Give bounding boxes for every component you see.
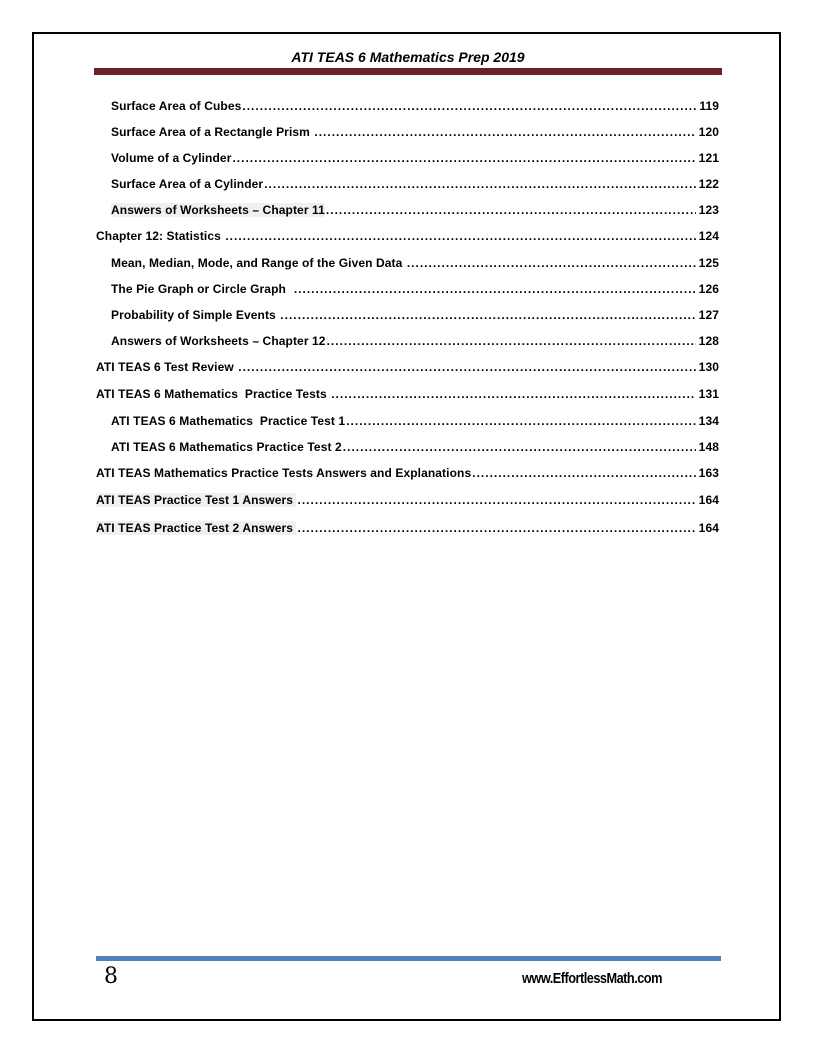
toc-entry-title: ATI TEAS 6 Test Review <box>96 360 238 374</box>
toc-entry-page: 126 <box>698 282 719 296</box>
toc-entry-page: 122 <box>698 177 719 191</box>
toc-entry[interactable] <box>96 356 719 374</box>
toc-entry[interactable] <box>96 330 719 348</box>
toc-entry[interactable] <box>96 462 719 480</box>
dot-leader <box>297 521 696 535</box>
dot-leader <box>264 177 696 191</box>
toc-entry-page: 127 <box>698 308 719 322</box>
footer-url[interactable]: www.EffortlessMath.com <box>522 970 662 987</box>
toc-entry[interactable] <box>96 147 719 165</box>
dot-leader <box>472 466 696 480</box>
toc-entry[interactable] <box>96 436 719 454</box>
dot-leader <box>225 229 696 243</box>
dot-leader <box>314 125 696 139</box>
toc-entry-title: Surface Area of a Cylinder <box>111 177 264 191</box>
toc-entry[interactable] <box>96 410 719 428</box>
toc-entry[interactable] <box>96 199 719 217</box>
toc-entry-title: Surface Area of a Rectangle Prism <box>111 125 314 139</box>
toc-entry-title: Surface Area of Cubes <box>111 99 242 113</box>
dot-leader <box>331 387 696 401</box>
toc-entry-page: 164 <box>698 493 719 507</box>
toc-entry-page: 134 <box>698 414 719 428</box>
dot-leader <box>238 360 696 374</box>
toc-entry[interactable] <box>96 517 719 535</box>
toc-entry-title: The Pie Graph or Circle Graph <box>111 282 293 296</box>
running-header-title: ATI TEAS 6 Mathematics Prep 2019 <box>291 49 525 65</box>
toc-entry-title: Answers of Worksheets – Chapter 11 <box>111 203 325 217</box>
dot-leader <box>346 414 696 428</box>
toc-entry[interactable] <box>96 489 719 507</box>
toc-entry-title: Volume of a Cylinder <box>111 151 232 165</box>
toc-entry-page: 130 <box>698 360 719 374</box>
toc-entry-title: ATI TEAS 6 Mathematics Practice Test 2 <box>111 440 342 454</box>
dot-leader <box>242 99 696 113</box>
page-number: 8 <box>104 964 118 989</box>
dot-leader <box>280 308 696 322</box>
footer-rule <box>96 956 721 961</box>
dot-leader <box>327 334 696 348</box>
toc-entry[interactable] <box>96 383 719 401</box>
toc-entry-page: 120 <box>698 125 719 139</box>
toc-entry-page: 148 <box>698 440 719 454</box>
dot-leader <box>407 256 696 270</box>
toc-entry-title: Mean, Median, Mode, and Range of the Given Data <box>111 256 406 270</box>
toc-entry[interactable] <box>96 173 719 191</box>
toc-entry-title: ATI TEAS Practice Test 1 Answers <box>96 493 297 507</box>
header-rule <box>94 68 722 75</box>
toc-entry-title: ATI TEAS Mathematics Practice Tests Answers and Explanations <box>96 466 472 480</box>
toc-entry-title: ATI TEAS Practice Test 2 Answers <box>96 521 297 535</box>
toc-entry-title: Probability of Simple Events <box>111 308 280 322</box>
toc-entry-title: Answers of Worksheets – Chapter 12 <box>111 334 326 348</box>
toc-entry-page: 121 <box>698 151 719 165</box>
toc-entry[interactable] <box>96 225 719 243</box>
toc-entry-page: 125 <box>698 256 719 270</box>
dot-leader <box>297 493 696 507</box>
toc-entry[interactable] <box>96 121 719 139</box>
toc-entry-page: 163 <box>698 466 719 480</box>
toc-entry[interactable] <box>96 278 719 296</box>
toc-entry-title: ATI TEAS 6 Mathematics Practice Tests <box>96 387 331 401</box>
toc-entry[interactable] <box>96 304 719 322</box>
toc-entry-page: 131 <box>698 387 719 401</box>
dot-leader <box>343 440 696 454</box>
toc-entry-page: 164 <box>698 521 719 535</box>
dot-leader <box>232 151 696 165</box>
toc-entry-title: Chapter 12: Statistics <box>96 229 225 243</box>
toc-entry-page: 124 <box>698 229 719 243</box>
toc-entry-page: 119 <box>699 99 719 113</box>
toc-entry-title: ATI TEAS 6 Mathematics Practice Test 1 <box>111 414 346 428</box>
toc-entry[interactable] <box>96 252 719 270</box>
toc-entry-page: 123 <box>698 203 719 217</box>
toc-entry[interactable] <box>96 95 719 113</box>
dot-leader <box>326 203 696 217</box>
toc-entry-page: 128 <box>698 334 719 348</box>
dot-leader <box>294 282 696 296</box>
